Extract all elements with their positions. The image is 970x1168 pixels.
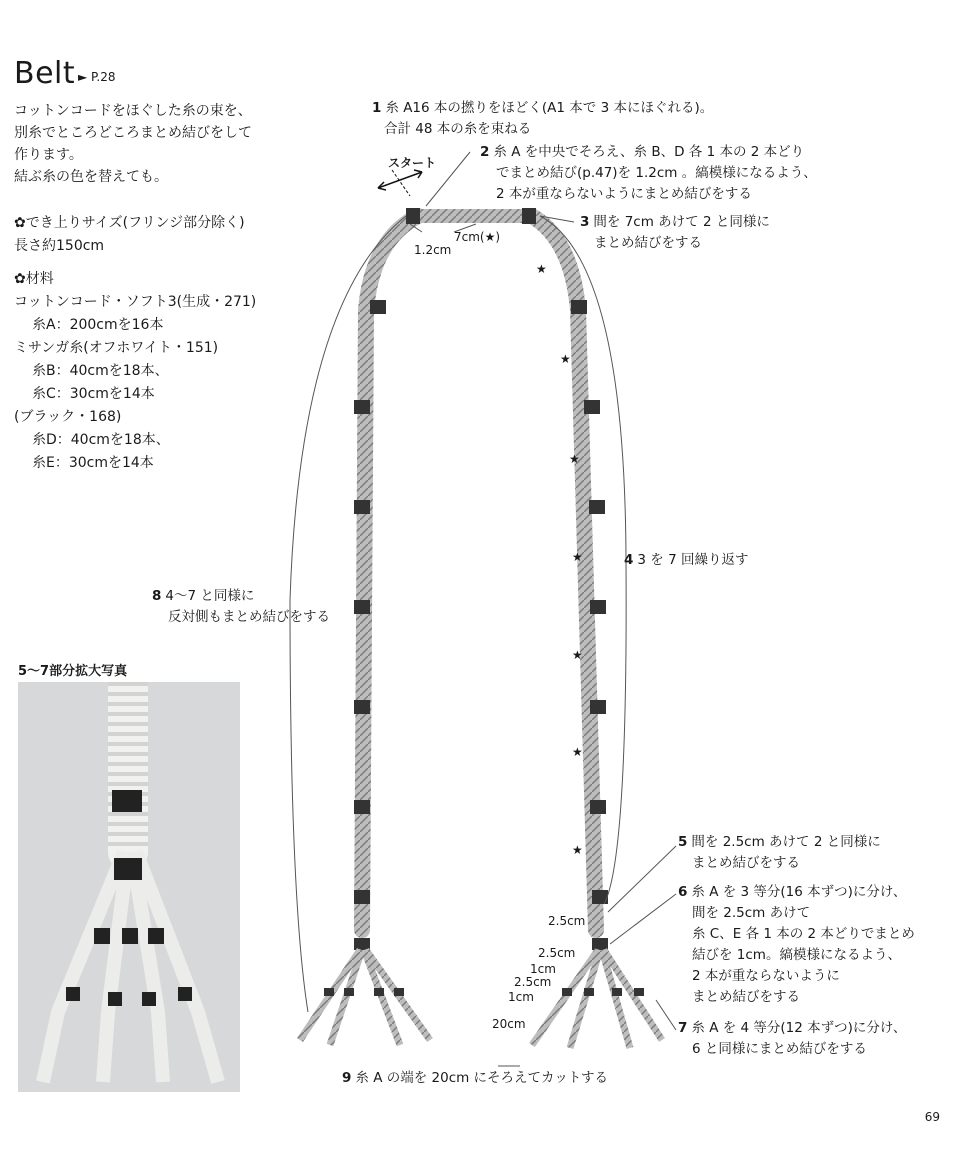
left-fringe [300, 950, 430, 1045]
step-number: 7 [678, 1020, 688, 1036]
star-marker: ★ [572, 843, 583, 857]
step-text: 糸 A を中央でそろえ、糸 B、D 各 1 本の 2 本どり [493, 144, 805, 160]
material-line: 糸D：40cmを18本、 [32, 432, 170, 448]
intro-line: 別糸でところどころまとめ結びをして [14, 125, 252, 141]
step-number: 1 [372, 100, 382, 116]
material-line: 糸E：30cmを14本 [32, 455, 154, 471]
step-number: 8 [152, 588, 162, 604]
step-text: 反対側もまとめ結びをする [168, 609, 330, 625]
star-marker: ★ [572, 745, 583, 759]
material-line: ミサンガ糸(オフホワイト・151) [14, 340, 219, 356]
size-value: 長さ約150cm [14, 238, 105, 254]
step-number: 6 [678, 884, 688, 900]
right-rope [532, 216, 596, 930]
step-text: 間を 2.5cm あけて 2 と同様に [691, 834, 881, 850]
step-7 [678, 1018, 906, 1060]
step-number: 2 [480, 144, 490, 160]
star-marker: ★ [560, 352, 571, 366]
step-text: 間を 2.5cm あけて [692, 905, 811, 921]
knot-bands [354, 208, 608, 950]
star-marker: ★ [536, 262, 547, 276]
measure-label: 1.2cm [414, 243, 452, 257]
measure-label: 2.5cm [538, 946, 576, 960]
step-text: 3 を 7 回繰り返す [637, 552, 749, 568]
page-reference: ► P.28 [78, 70, 116, 84]
step-text: 2 本が重ならないようにまとめ結びをする [496, 186, 752, 202]
closeup-photo [18, 682, 240, 1092]
step-2 [480, 142, 817, 205]
page-title: Belt [14, 56, 76, 91]
step-text: 結びを 1cm。縞模様になるよう、 [692, 947, 901, 963]
step-number: 3 [580, 214, 590, 230]
start-arrow [378, 172, 422, 188]
step-8 [152, 586, 330, 628]
material-line: 糸B：40cmを18本、 [32, 363, 169, 379]
measure-label: 2.5cm [514, 975, 552, 989]
photo-caption: 5〜7部分拡大写真 [18, 664, 128, 679]
materials-heading: 材料 [25, 271, 54, 287]
intro-line: 作ります。 [14, 147, 83, 163]
left-rope [362, 216, 418, 930]
leader-lines [410, 152, 676, 1066]
step-text: まとめ結びをする [692, 989, 800, 1005]
step-text: 糸 A を 3 等分(16 本ずつ)に分け、 [691, 884, 907, 900]
step-9 [342, 1068, 608, 1089]
bullet-icon: ✿ [14, 215, 26, 231]
step-text: 合計 48 本の糸を束ねる [384, 121, 532, 137]
closeup-illustration [18, 682, 240, 1092]
step-text: 糸 A の端を 20cm にそろえてカットする [355, 1070, 609, 1086]
step-text: 糸 A を 4 等分(12 本ずつ)に分け、 [691, 1020, 907, 1036]
step-5 [678, 832, 881, 874]
step-text: 6 と同様にまとめ結びをする [692, 1041, 867, 1057]
step-1 [372, 98, 713, 140]
measure-label: 1cm [508, 990, 534, 1004]
step-6 [678, 882, 915, 1008]
bullet-icon: ✿ [14, 271, 26, 287]
measure-label: 20cm [492, 1017, 526, 1031]
step-text: 糸 C、E 各 1 本の 2 本どりでまとめ [692, 926, 915, 942]
measure-label: 1cm [530, 962, 556, 976]
start-label: スタート [388, 156, 437, 170]
step-text: 間を 7cm あけて 2 と同様に [593, 214, 770, 230]
step-text: 糸 A16 本の撚りをほどく(A1 本で 3 本にほぐれる)。 [385, 100, 714, 116]
step-text: 4〜7 と同様に [165, 588, 255, 604]
step-text: まとめ結びをする [692, 855, 800, 871]
size-heading: でき上りサイズ(フリンジ部分除く) [25, 215, 245, 231]
page-number: 69 [924, 1110, 940, 1124]
step-4 [624, 550, 748, 571]
step-text: 2 本が重ならないように [692, 968, 840, 984]
step-text: まとめ結びをする [594, 235, 702, 251]
step-number: 5 [678, 834, 688, 850]
intro-line: コットンコードをほぐした糸の束を、 [14, 103, 252, 119]
material-line: コットンコード・ソフト3(生成・271) [14, 294, 257, 310]
material-line: 糸C：30cmを14本 [32, 386, 155, 402]
measure-label: 2.5cm [548, 914, 586, 928]
measure-label: 7cm(★) [454, 230, 501, 244]
star-marker: ★ [569, 452, 580, 466]
step-3 [580, 212, 770, 254]
star-marker: ★ [572, 648, 583, 662]
material-line: (ブラック・168) [14, 409, 122, 425]
step-text: でまとめ結び(p.47)を 1.2cm 。縞模様になるよう、 [496, 165, 817, 181]
step-number: 4 [624, 552, 634, 568]
intro-line: 結ぶ糸の色を替えても。 [14, 169, 168, 185]
material-line: 糸A：200cmを16本 [32, 317, 164, 333]
step-number: 9 [342, 1070, 352, 1086]
star-marker: ★ [572, 550, 583, 564]
